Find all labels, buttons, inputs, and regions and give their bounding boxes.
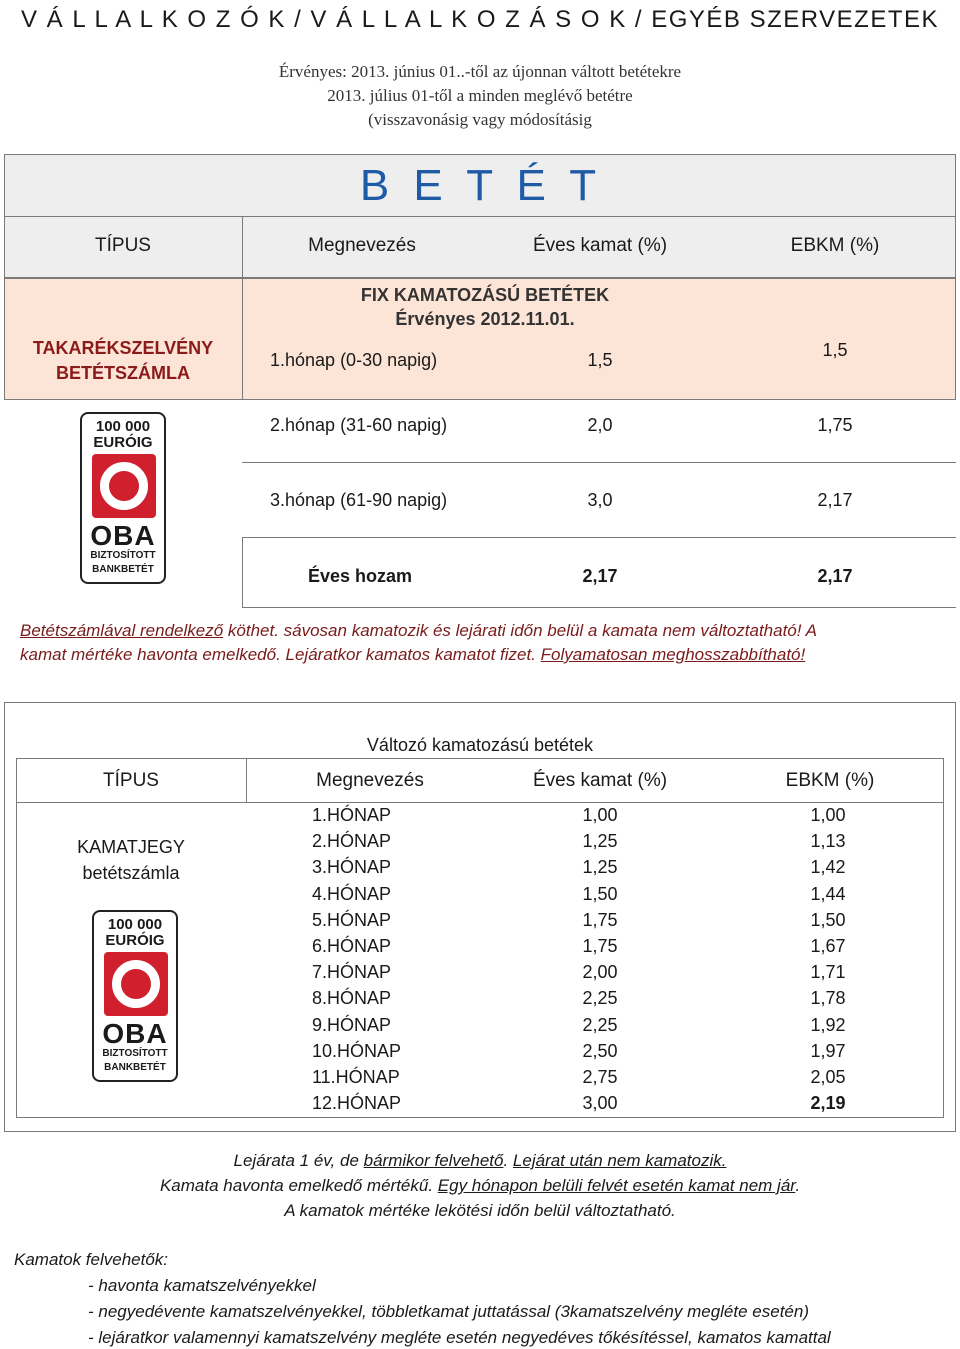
variable-rate-12: 3,00	[582, 1093, 618, 1114]
variable-ebkm-12: 2,19	[810, 1093, 846, 1114]
variable-rate-4: 1,50	[582, 883, 618, 904]
variable-rate-9: 2,25	[582, 1014, 618, 1035]
variable-rate-7: 2,00	[582, 962, 618, 983]
note-1c: .	[503, 1151, 513, 1170]
footer-notes	[14, 1247, 831, 1349]
variable-ebkm-1: 1,00	[810, 805, 846, 825]
variable-ebkm-2: 1,13	[810, 831, 846, 852]
yield-bottom-divider	[242, 607, 956, 608]
variable-rate-1: 1,00	[582, 805, 618, 825]
oba-line2: BANKBETÉT	[104, 1062, 166, 1073]
variable-notes	[0, 1148, 960, 1223]
variable-month-7: 7.HÓNAP	[312, 962, 392, 983]
variable-rate-5: 1,75	[582, 909, 618, 930]
variable-ebkm-9: 1,92	[810, 1014, 846, 1035]
variable-rate-2: 1,25	[582, 831, 618, 852]
betet-title: B E T É T	[359, 161, 603, 210]
note-2c: .	[795, 1176, 801, 1195]
variable-col-rate: Éves kamat (%)	[532, 770, 668, 791]
fix-col-divider	[242, 278, 243, 400]
oba-brand: OBA	[90, 520, 156, 551]
oba-amount: 100 000	[95, 418, 151, 435]
variable-ebkm-4: 1,44	[810, 883, 846, 904]
oba-line1: BIZTOSÍTOTT	[102, 1048, 168, 1059]
variable-ebkm-7: 1,71	[810, 962, 846, 983]
oba-line2: BANKBETÉT	[92, 564, 154, 575]
variable-type-line2: betétszámla	[82, 863, 180, 883]
variable-ebkm-11: 2,05	[810, 1067, 846, 1087]
variable-rate-10: 2,50	[582, 1040, 618, 1061]
yield-rate: 2,17	[582, 566, 618, 586]
variable-rate-8: 2,25	[582, 988, 618, 1009]
variable-rate-6: 1,75	[582, 936, 618, 956]
variable-note-2	[0, 1173, 960, 1198]
oba-badge-2	[92, 910, 178, 1082]
variable-rate-11: 2,75	[582, 1067, 618, 1087]
betet-title-divider	[4, 216, 956, 217]
oba-amount: 100 000	[107, 916, 163, 933]
fix-note-part1: Betétszámlával rendelkező	[20, 621, 224, 640]
fix-type-line1: TAKARÉKSZELVÉNY	[32, 338, 214, 358]
yield-col-divider	[242, 537, 243, 607]
variable-header-divider	[16, 802, 944, 803]
fix-row-1-ebkm: 1,5	[822, 340, 848, 360]
betet-col-type: TÍPUS	[95, 235, 151, 256]
fix-row-1-rate: 1,5	[587, 350, 613, 370]
footer-item-1: - havonta kamatszelvényekkel	[88, 1276, 316, 1295]
oba-currency: EURÓIG	[105, 932, 165, 949]
fix-row-3-ebkm: 2,17	[817, 490, 853, 510]
fix-note-part2: köthet. sávosan kamatozik és lejárati időn belül a kamata nem változtatható! A	[223, 621, 817, 640]
page-title: V Á L L A L K O Z Ó K / V Á L L A L K O Z Á S O K / EGYÉB SZERVEZETEK	[20, 6, 940, 33]
variable-month-4: 4.HÓNAP	[312, 883, 392, 904]
betet-col-divider	[242, 216, 243, 278]
oba-line1: BIZTOSÍTOTT	[90, 550, 156, 561]
variable-note-3: A kamatok mértéke lekötési időn belül változtatható.	[284, 1201, 676, 1220]
variable-month-8: 8.HÓNAP	[312, 988, 392, 1009]
variable-rate-3: 1,25	[582, 857, 618, 878]
betet-col-rate: Éves kamat (%)	[532, 235, 668, 256]
yield-ebkm: 2,17	[817, 566, 853, 586]
variable-col-name: Megnevezés	[316, 770, 424, 791]
fix-row-2-ebkm: 1,75	[817, 415, 853, 435]
betet-col-ebkm: EBKM (%)	[790, 235, 880, 256]
fix-note-part4: Folyamatosan meghosszabbítható!	[540, 645, 806, 664]
note-1b: bármikor felvehető	[363, 1151, 504, 1170]
footer-title: Kamatok felvehetők:	[14, 1250, 169, 1269]
variable-ebkm-8: 1,78	[810, 988, 846, 1009]
note-1d: Lejárat után nem kamatozik.	[512, 1151, 727, 1170]
yield-label: Éves hozam	[307, 566, 413, 586]
oba-logo-icon	[92, 454, 156, 518]
fix-row-2-rate: 2,0	[587, 415, 613, 435]
validity-line-3: (visszavonásig vagy módosításig	[368, 110, 592, 129]
fix-row-1-name: 1.hónap (0-30 napig)	[270, 350, 438, 370]
footer-item-2: - negyedévente kamatszelvényekkel, többletkamat juttatással (3kamatszelvény megléte esetén)	[88, 1302, 809, 1321]
variable-month-9: 9.HÓNAP	[312, 1014, 392, 1035]
variable-note-1	[0, 1148, 960, 1173]
variable-month-1: 1.HÓNAP	[312, 805, 392, 825]
footer-item-3: - lejáratkor valamennyi kamatszelvény megléte esetén negyedéves tőkésítéssel, kamatos kamattal	[88, 1328, 831, 1347]
oba-currency: EURÓIG	[93, 434, 153, 451]
variable-ebkm-6: 1,67	[810, 936, 846, 956]
fix-note-part3: kamat mértéke havonta emelkedő. Lejáratkor kamatos kamatot fizet.	[20, 645, 541, 664]
validity-line-1: Érvényes: 2013. június 01..-től az újonnan váltott betétekre	[278, 62, 682, 81]
fix-row-divider-2	[242, 537, 956, 538]
variable-col-type: TÍPUS	[103, 770, 159, 791]
oba-badge	[80, 412, 166, 584]
fix-section-title: FIX KAMATOZÁSÚ BETÉTEK	[360, 285, 610, 305]
variable-col-ebkm: EBKM (%)	[785, 770, 875, 791]
variable-ebkm-3: 1,42	[810, 857, 846, 878]
oba-brand: OBA	[102, 1018, 168, 1049]
variable-month-5: 5.HÓNAP	[312, 909, 392, 930]
fix-note	[20, 619, 950, 667]
fix-row-2-name: 2.hónap (31-60 napig)	[270, 415, 448, 435]
note-2a: Kamata havonta emelkedő mértékű.	[159, 1176, 438, 1195]
betet-col-name: Megnevezés	[308, 235, 416, 256]
fix-row-divider-1	[242, 462, 956, 463]
variable-title: Változó kamatozású betétek	[366, 735, 594, 755]
variable-month-2: 2.HÓNAP	[312, 831, 392, 852]
fix-row-3-name: 3.hónap (61-90 napig)	[270, 490, 448, 510]
fix-type-line2: BETÉTSZÁMLA	[56, 363, 190, 383]
variable-month-3: 3.HÓNAP	[312, 857, 392, 878]
variable-ebkm-5: 1,50	[810, 909, 846, 930]
variable-month-10: 10.HÓNAP	[312, 1040, 402, 1061]
note-1a: Lejárata 1 év, de	[233, 1151, 364, 1170]
variable-month-6: 6.HÓNAP	[312, 936, 392, 956]
variable-month-12: 12.HÓNAP	[312, 1093, 402, 1114]
note-2b: Egy hónapon belüli felvét esetén kamat nem jár	[437, 1176, 796, 1195]
variable-month-11: 11.HÓNAP	[312, 1067, 400, 1087]
variable-type-line1: KAMATJEGY	[77, 837, 185, 857]
variable-ebkm-10: 1,97	[810, 1040, 846, 1061]
validity-line-2: 2013. július 01-től a minden meglévő betétre	[327, 86, 633, 105]
fix-section-validity: Érvényes 2012.11.01.	[395, 309, 575, 329]
variable-col-divider	[246, 758, 247, 802]
fix-row-3-rate: 3,0	[587, 490, 613, 510]
oba-logo-icon	[104, 952, 168, 1016]
